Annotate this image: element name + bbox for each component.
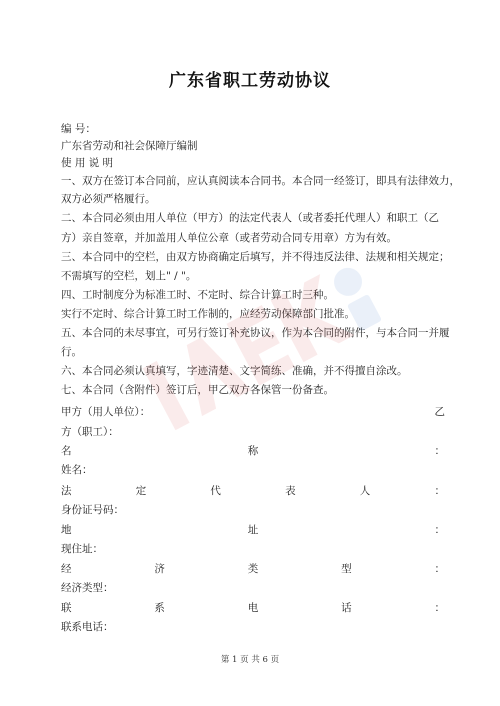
- field-char: 类: [247, 563, 259, 575]
- field-char: 定: [135, 485, 147, 497]
- instruction-line: 行。: [61, 346, 82, 358]
- instructions-heading: 使 用 说 明: [61, 157, 114, 169]
- field-char: 代: [210, 485, 221, 497]
- field-char: 济: [154, 563, 165, 575]
- field-char: ：: [434, 445, 445, 457]
- instruction-line: 三、本合同中的空栏，由双方协商确定后填写，并不得违反法律、法规和相关规定；: [61, 251, 450, 263]
- field-char: 名: [61, 445, 72, 457]
- party-a-label: 甲方（用人单位）：: [61, 406, 151, 418]
- field-row-phone: [61, 600, 445, 616]
- field-char: 称: [247, 445, 259, 457]
- instruction-line: 七、本合同（含附件）签订后，甲乙双方各保管一份备查。: [61, 384, 334, 396]
- instruction-line: 二、本合同必须由用人单位（甲方）的法定代表人（或者委托代理人）和职工（乙: [61, 212, 439, 224]
- field-label-id-number: 身份证号码：: [61, 504, 124, 516]
- instruction-line: 不需填写的空栏，划上" / "。: [61, 270, 197, 282]
- party-b-label-end: 方（职工）：: [61, 426, 119, 438]
- field-row-name: [61, 443, 445, 459]
- field-label-current-address: 现住址：: [61, 543, 103, 555]
- field-char: 话: [341, 602, 352, 614]
- serial-number-label: 编 号：: [61, 123, 96, 135]
- field-char: 联: [61, 602, 72, 614]
- field-char: 型: [341, 563, 352, 575]
- instruction-line: 方）亲自签章，并加盖用人单位公章（或者劳动合同专用章）方为有效。: [61, 232, 397, 244]
- field-char: 系: [154, 602, 165, 614]
- field-char: ：: [434, 602, 445, 614]
- field-char: 法: [61, 485, 72, 497]
- instruction-line: 实行不定时、综合计算工时工作制的，应经劳动保障部门批准。: [61, 308, 355, 320]
- field-row-economic-type: [61, 561, 445, 577]
- page-title: 广东省职工劳动协议: [169, 71, 331, 91]
- party-a-row: [61, 404, 445, 420]
- field-label-phone: 联系电话：: [61, 621, 114, 633]
- field-char: 电: [247, 602, 259, 614]
- field-row-address: [61, 522, 445, 538]
- instruction-line: 五、本合同的未尽事宜，可另行签订补充协议，作为本合同的附件，与本合同一并履: [61, 327, 450, 339]
- field-char: 地: [61, 524, 72, 536]
- publisher-text: 广东省劳动和社会保障厅编制: [61, 140, 198, 152]
- instruction-line: 一、双方在签订本合同前，应认真阅读本合同书。本合同一经签订，即具有法律效力，: [61, 175, 460, 187]
- field-char: 址: [247, 524, 259, 536]
- field-char: 表: [285, 485, 296, 497]
- field-char: ：: [434, 524, 445, 536]
- field-label-economic-type: 经济类型：: [61, 582, 114, 594]
- page-footer: 第 1 页 共 6 页: [220, 655, 280, 665]
- field-char: 人: [359, 485, 371, 497]
- field-char: ：: [434, 485, 445, 497]
- instruction-line: 四、工时制度分为标准工时、不定时、综合计算工时三种。: [61, 289, 334, 301]
- field-char: 经: [61, 563, 72, 575]
- party-b-label-start: 乙: [434, 406, 445, 418]
- field-row-legal-rep: [61, 483, 445, 499]
- instruction-line: 六、本合同必须认真填写，字迹清楚、文字简练、准确，并不得擅自涂改。: [61, 365, 408, 377]
- field-char: ：: [434, 563, 445, 575]
- field-label-employee-name: 姓名：: [61, 464, 93, 476]
- instruction-line: 双方必须严格履行。: [61, 193, 156, 205]
